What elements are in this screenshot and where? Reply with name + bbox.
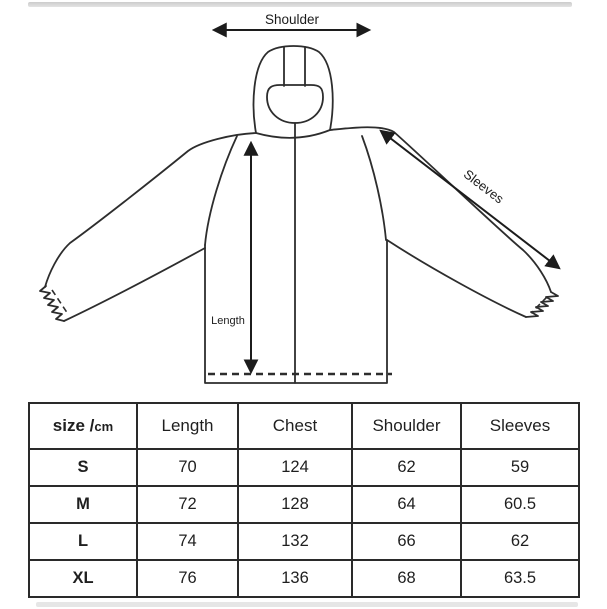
value-cell: 124 <box>238 449 352 486</box>
sleeves-label: Sleeves <box>460 166 507 207</box>
value-cell: 60.5 <box>461 486 579 523</box>
value-cell: 76 <box>137 560 238 597</box>
size-cell: XL <box>29 560 137 597</box>
left-raglan-seam <box>205 136 237 245</box>
bottom-edge-strip <box>36 602 578 607</box>
length-label: Length <box>211 315 245 327</box>
hood-outline <box>254 46 333 138</box>
value-cell: 66 <box>352 523 461 560</box>
value-cell: 74 <box>137 523 238 560</box>
right-sleeve <box>330 127 558 317</box>
right-raglan-seam <box>362 136 386 240</box>
size-table <box>28 402 580 598</box>
value-cell: 136 <box>238 560 352 597</box>
size-header-prefix: size / <box>52 416 95 435</box>
value-cell: 70 <box>137 449 238 486</box>
table-header-row <box>29 403 579 449</box>
size-cell: L <box>29 523 137 560</box>
header-sleeves: Sleeves <box>461 403 579 449</box>
table-row <box>29 560 579 597</box>
size-cell: S <box>29 449 137 486</box>
size-cell: M <box>29 486 137 523</box>
value-cell: 128 <box>238 486 352 523</box>
hood-face-opening <box>267 85 323 123</box>
table-row <box>29 523 579 560</box>
table-row <box>29 486 579 523</box>
right-cuff-zigzag <box>526 292 558 317</box>
value-cell: 59 <box>461 449 579 486</box>
shoulder-label: Shoulder <box>264 12 320 27</box>
value-cell: 63.5 <box>461 560 579 597</box>
header-shoulder: Shoulder <box>352 403 461 449</box>
sleeves-measure-arrow <box>381 131 559 268</box>
header-length: Length <box>137 403 238 449</box>
value-cell: 72 <box>137 486 238 523</box>
table-row <box>29 449 579 486</box>
value-cell: 68 <box>352 560 461 597</box>
header-chest: Chest <box>238 403 352 449</box>
collar-curve <box>256 130 330 138</box>
value-cell: 62 <box>461 523 579 560</box>
body-sides-and-hem <box>205 240 387 383</box>
value-cell: 132 <box>238 523 352 560</box>
left-sleeve <box>40 133 256 321</box>
jacket-body-outline <box>205 123 392 383</box>
header-size-cm <box>29 403 137 449</box>
value-cell: 64 <box>352 486 461 523</box>
size-header-unit: cm <box>94 419 114 434</box>
value-cell: 62 <box>352 449 461 486</box>
